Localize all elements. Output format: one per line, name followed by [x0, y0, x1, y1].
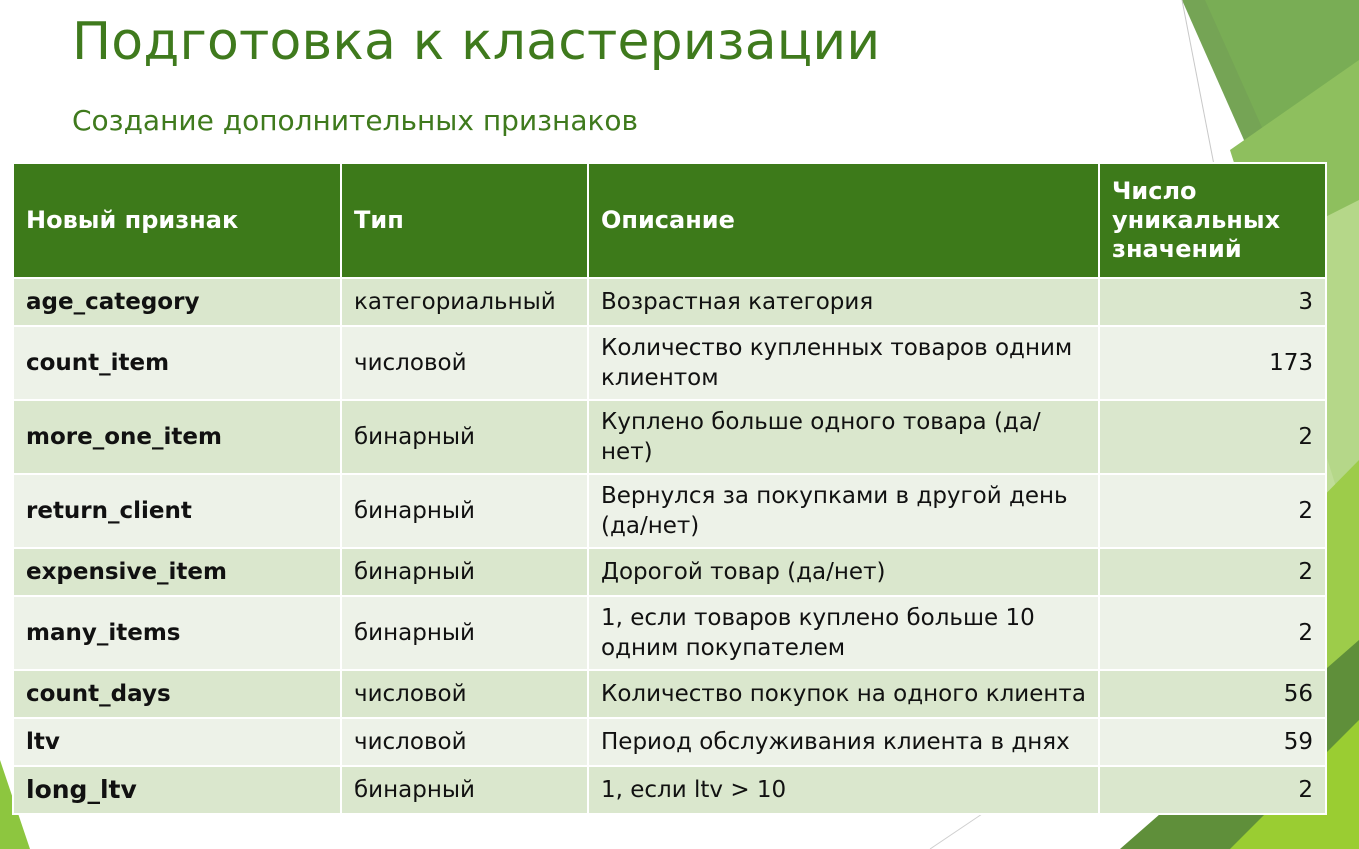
header-name: Новый признак — [13, 163, 341, 278]
cell-description: Дорогой товар (да/нет) — [588, 548, 1099, 596]
cell-unique-count: 2 — [1099, 474, 1326, 548]
table-row — [13, 278, 1326, 326]
table-row — [13, 718, 1326, 766]
cell-feature-name: age_category — [13, 278, 341, 326]
header-unique-count: Число уникальных значений — [1099, 163, 1326, 278]
cell-feature-name: return_client — [13, 474, 341, 548]
cell-type: бинарный — [341, 400, 588, 474]
slide-subtitle: Создание дополнительных признаков — [72, 104, 639, 137]
cell-type: числовой — [341, 326, 588, 400]
cell-feature-name: long_ltv — [13, 766, 341, 814]
cell-unique-count: 2 — [1099, 548, 1326, 596]
table-row — [13, 670, 1326, 718]
cell-type: бинарный — [341, 766, 588, 814]
cell-type: бинарный — [341, 596, 588, 670]
cell-description: Количество купленных товаров одним клиентом — [588, 326, 1099, 400]
cell-type: бинарный — [341, 548, 588, 596]
cell-unique-count: 59 — [1099, 718, 1326, 766]
cell-unique-count: 2 — [1099, 596, 1326, 670]
cell-feature-name: expensive_item — [13, 548, 341, 596]
cell-description: Период обслуживания клиента в днях — [588, 718, 1099, 766]
cell-unique-count: 2 — [1099, 400, 1326, 474]
cell-type: категориальный — [341, 278, 588, 326]
cell-description: Вернулся за покупками в другой день (да/нет) — [588, 474, 1099, 548]
cell-unique-count: 3 — [1099, 278, 1326, 326]
cell-description: Количество покупок на одного клиента — [588, 670, 1099, 718]
header-description: Описание — [588, 163, 1099, 278]
table-row — [13, 766, 1326, 814]
cell-unique-count: 56 — [1099, 670, 1326, 718]
cell-description: 1, если товаров куплено больше 10 одним покупателем — [588, 596, 1099, 670]
cell-description: Куплено больше одного товара (да/нет) — [588, 400, 1099, 474]
cell-unique-count: 2 — [1099, 766, 1326, 814]
table-row — [13, 548, 1326, 596]
cell-feature-name: ltv — [13, 718, 341, 766]
cell-feature-name: count_item — [13, 326, 341, 400]
cell-description: Возрастная категория — [588, 278, 1099, 326]
cell-feature-name: more_one_item — [13, 400, 341, 474]
cell-type: бинарный — [341, 474, 588, 548]
table-row — [13, 596, 1326, 670]
cell-type: числовой — [341, 670, 588, 718]
table-header-row — [13, 163, 1326, 278]
slide-title: Подготовка к кластеризации — [72, 12, 881, 72]
table-row — [13, 400, 1326, 474]
table-row — [13, 474, 1326, 548]
cell-feature-name: many_items — [13, 596, 341, 670]
cell-feature-name: count_days — [13, 670, 341, 718]
features-table — [12, 162, 1327, 815]
cell-unique-count: 173 — [1099, 326, 1326, 400]
cell-type: числовой — [341, 718, 588, 766]
cell-description: 1, если ltv > 10 — [588, 766, 1099, 814]
header-type: Тип — [341, 163, 588, 278]
table-row — [13, 326, 1326, 400]
